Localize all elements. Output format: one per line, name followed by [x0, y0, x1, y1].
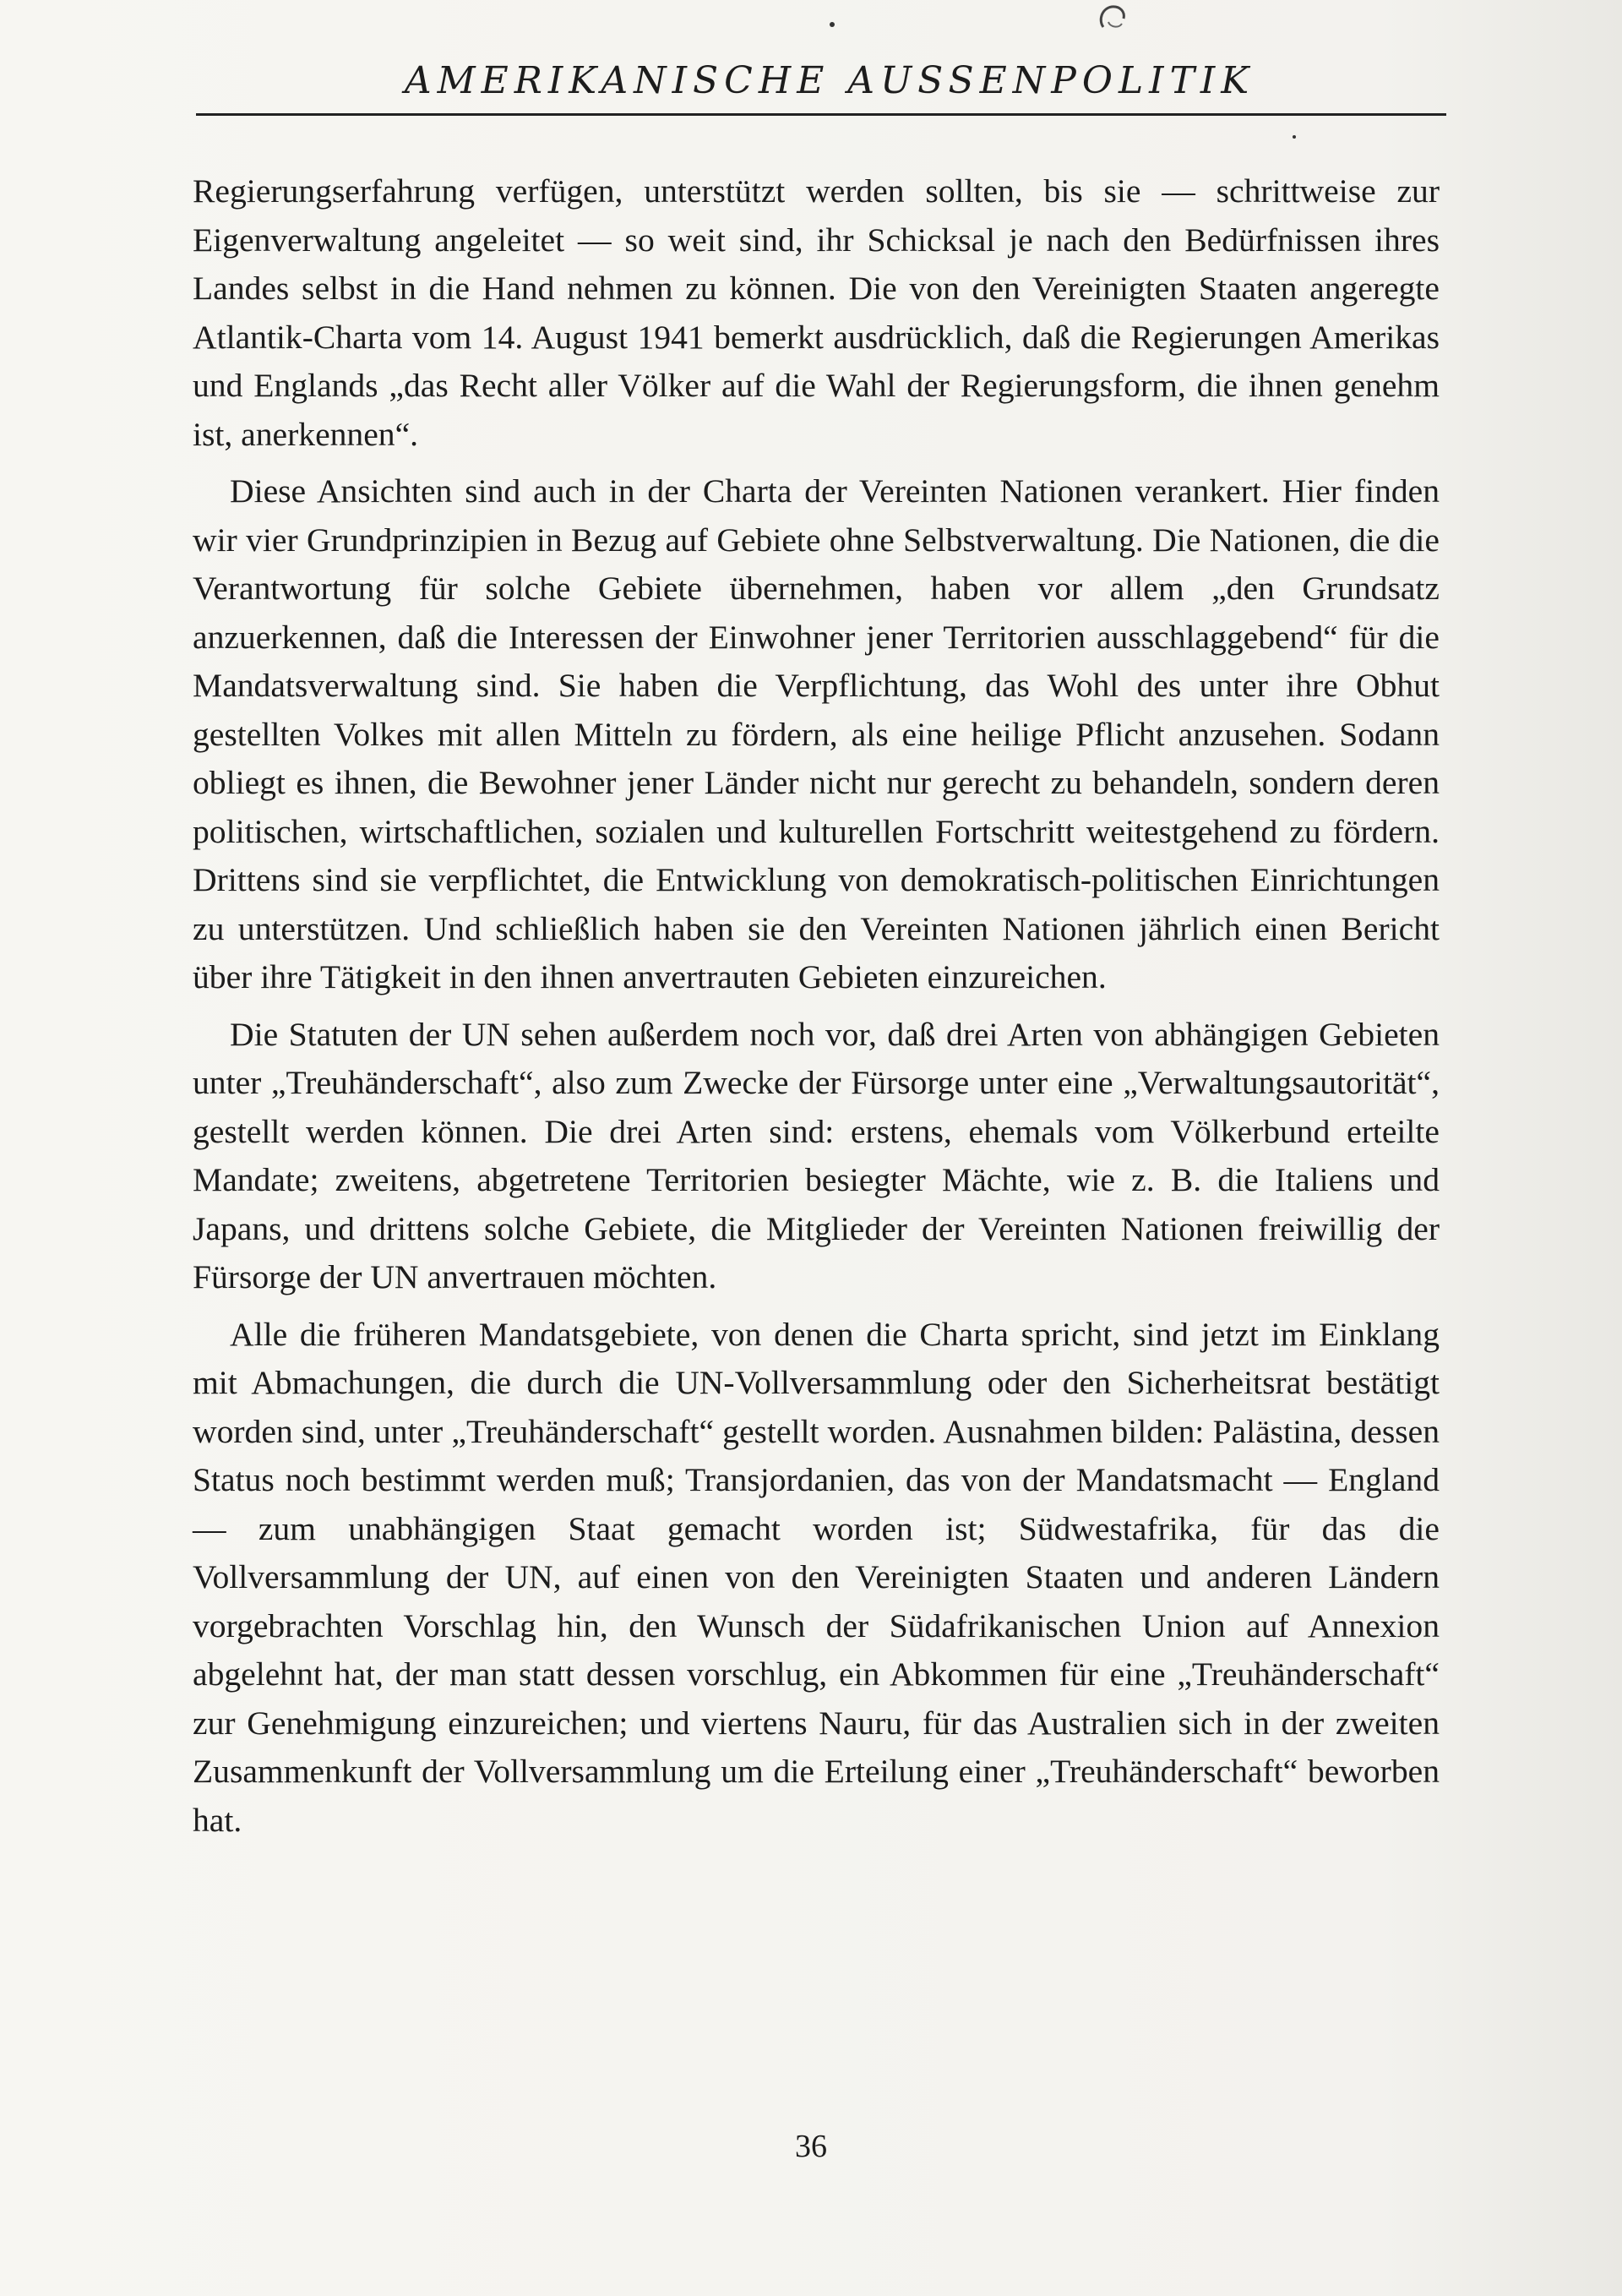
- speck-mark: [1293, 135, 1296, 139]
- speck-mark: [830, 22, 835, 27]
- header-rule: [196, 113, 1446, 116]
- header-title: AMERIKANISCHE AUSSENPOLITIK: [404, 59, 1255, 102]
- stamp-mark-icon: [1095, 2, 1132, 39]
- running-head: [196, 41, 1446, 112]
- paragraph-1: Regierungserfahrung verfügen, unterstützt werden sollten, bis sie — schrittweise zur Eigenverwaltung angeleitet — so weit sind, ihr Schicksal je nach den Bedürfnissen ihres Landes selbst in die Hand nehmen zu können. Die von den Vereinigten Staaten angeregte Atlantik-Charta vom 14. August 1941 bemerkt ausdrücklich, daß die Regierungen Amerikas und Englands „das Recht aller Völker auf die Wahl der Regierungsform, die ihnen genehm ist, anerkennen“.: [193, 172, 1440, 453]
- paragraph-2: Diese Ansichten sind auch in der Charta der Vereinten Nationen verankert. Hier finden wir vier Grundprinzipien in Bezug auf Gebiete ohne Selbstverwaltung. Die Nationen, die die Verantwortung für solche Gebiete übernehmen, haben vor allem „den Grundsatz anzuerkennen, daß die Interessen der Einwohner jener Territorien ausschlaggebend“ für die Mandatsverwaltung sind. Sie haben die Verpflichtung, das Wohl des unter ihre Obhut gestellten Volkes mit allen Mitteln zu fördern, als eine heilige Pflicht anzusehen. Sodann obliegt es ihnen, die Bewohner jener Länder nicht nur gerecht zu behandeln, sondern deren politischen, wirtschaftlichen, sozialen und kulturellen Fortschritt weitestgehend zu fördern. Drittens sind sie verpflichtet, die Entwicklung von demokratisch-politischen Einrichtungen zu unterstützen. Und schließlich haben sie den Vereinten Nationen jährlich einen Bericht über ihre Tätigkeit in den ihnen anvertrauten Gebieten einzureichen.: [193, 472, 1440, 995]
- body-text: [193, 167, 1440, 1845]
- paragraph-4: Alle die früheren Mandatsgebiete, von denen die Charta spricht, sind jetzt im Einklang mit Abmachungen, die durch die UN-Vollversammlung oder den Sicherheitsrat bestätigt worden sind, unter „Treuhänderschaft“ gestellt worden. Ausnahmen bilden: Palästina, dessen Status noch bestimmt werden muß; Transjordanien, das von der Mandatsmacht — England — zum unabhängigen Staat gemacht worden ist; Südwestafrika, für das die Vollversammlung der UN, auf einen von den Vereinigten Staaten und anderen Ländern vorgebrachten Vorschlag hin, den Wunsch der Südafrikanischen Union auf Annexion abgelehnt hat, der man statt dessen vorschlug, ein Abkommen für eine „Treuhänderschaft“ zur Genehmigung einzureichen; und viertens Nauru, für das Australien sich in der zweiten Zusammenkunft der Vollversammlung um die Erteilung einer „Treuhänderschaft“ beworben hat.: [193, 1315, 1440, 1839]
- paragraph-3: Die Statuten der UN sehen außerdem noch vor, daß drei Arten von abhängigen Gebieten unter „Treuhänderschaft“, also zum Zwecke der Fürsorge unter eine „Verwaltungsautorität“, gestellt werden können. Die drei Arten sind: erstens, ehemals vom Völkerbund erteilte Mandate; zweitens, abgetretene Territorien besiegter Mächte, wie z. B. die Italiens und Japans, und drittens solche Gebiete, die Mitglieder der Vereinten Nationen freiwillig der Fürsorge der UN anvertrauen möchten.: [193, 1015, 1440, 1295]
- page-number: 36: [795, 2129, 827, 2164]
